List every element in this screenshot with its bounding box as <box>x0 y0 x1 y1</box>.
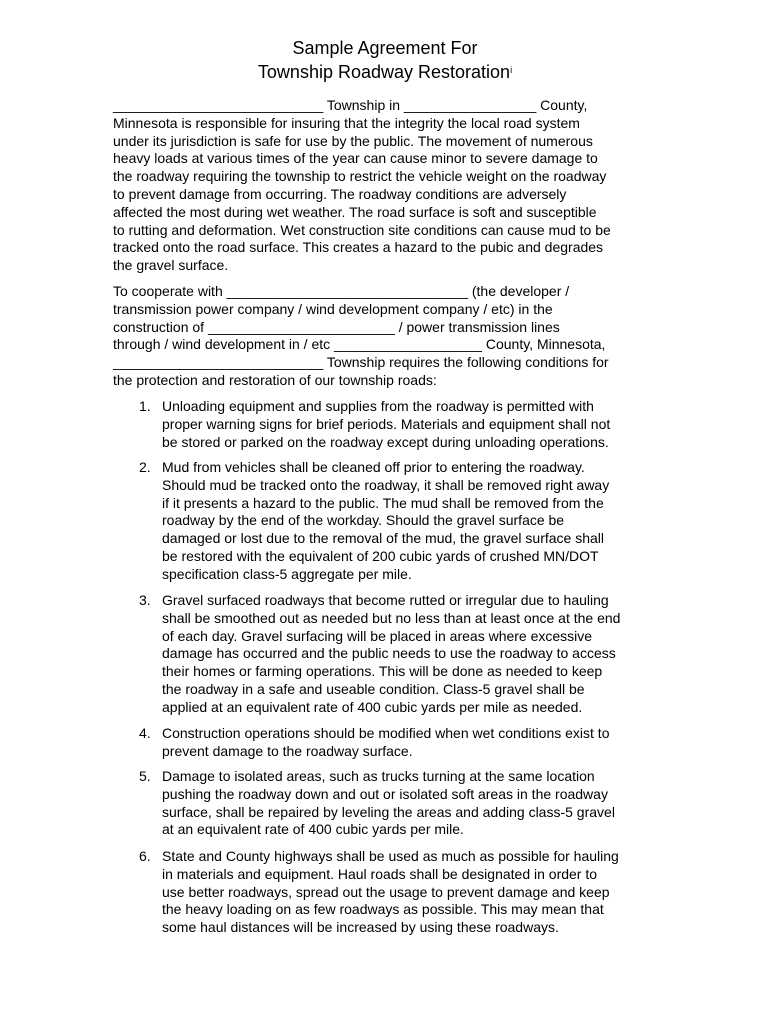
cooperate-paragraph: To cooperate with _______________________________ (the developer / transmission power company / wind development company / etc) in the construction of ________________________ / power transmission lines through / wind development in / etc ___________________ County, Minnesota, ___________________________ Township requires the following conditions for the protection and restoration of our township roads: <box>113 283 609 388</box>
condition-number: 6. <box>139 848 151 864</box>
title-line-2-text: Township Roadway Restoration <box>257 62 511 82</box>
intro-paragraph: ___________________________ Township in _________________ County, Minnesota is responsible for insuring that the integrity the local road system under its jurisdiction is safe for use by the public. The movement of numerous heavy loads at various times of the year can cause minor to severe damage to the roadway requiring the township to restrict the vehicle weight on the roadway to prevent damage from occurring. The roadway conditions are adversely affected the most during wet weather. The road surface is soft and susceptible to rutting and deformation. Wet construction site conditions can cause mud to be tracked onto the road surface. This creates a hazard to the pubic and degrades the gravel surface. <box>113 97 611 274</box>
condition-text: Gravel surfaced roadways that become rutted or irregular due to hauling shall be smoothed out as needed but no less than at least once at the end of each day. Gravel surfacing will be placed in areas where excessive damage has occurred and the public needs to use the roadway to access their homes or farming operations. This will be done as needed to keep the roadway in a safe and useable condition. Class-5 gravel shall be applied at an equivalent rate of 400 cubic yards per mile as needed. <box>162 592 621 715</box>
condition-text: Construction operations should be modified when wet conditions exist to prevent damage to the roadway surface. <box>162 725 610 759</box>
condition-number: 5. <box>139 768 151 784</box>
document-title-line-1 <box>0 37 770 59</box>
condition-text: State and County highways shall be used as much as possible for hauling in materials and equipment. Haul roads shall be designated in order to use better roadways, spread out the usage to prevent damage and keep the heavy loading on as few roadways as possible. This may mean that some haul distances will be increased by using these roadways. <box>162 848 619 936</box>
condition-number: 4. <box>139 725 151 741</box>
condition-number: 1. <box>139 398 151 414</box>
title-line-1-text: Sample Agreement For <box>292 38 478 58</box>
condition-text: Mud from vehicles shall be cleaned off prior to entering the roadway. Should mud be tracked onto the roadway, it shall be removed right away if it presents a hazard to the public. The mud shall be removed from the roadway by the end of the workday. Should the gravel surface be damaged or lost due to the removal of the mud, the gravel surface shall be restored with the equivalent of 200 cubic yards of crushed MN/DOT specification class-5 aggregate per mile. <box>162 459 610 582</box>
document-title-line-2 <box>0 61 770 83</box>
condition-number: 2. <box>139 459 151 475</box>
title-footnote-mark: i <box>510 65 513 75</box>
condition-text: Unloading equipment and supplies from the roadway is permitted with proper warning signs for brief periods. Materials and equipment shall not be stored or parked on the roadway except during unloading operations. <box>162 398 611 450</box>
condition-text: Damage to isolated areas, such as trucks turning at the same location pushing the roadway down and out or isolated soft areas in the roadway surface, shall be repaired by leveling the areas and adding class-5 gravel at an equivalent rate of 400 cubic yards per mile. <box>162 768 615 838</box>
condition-number: 3. <box>139 592 151 608</box>
